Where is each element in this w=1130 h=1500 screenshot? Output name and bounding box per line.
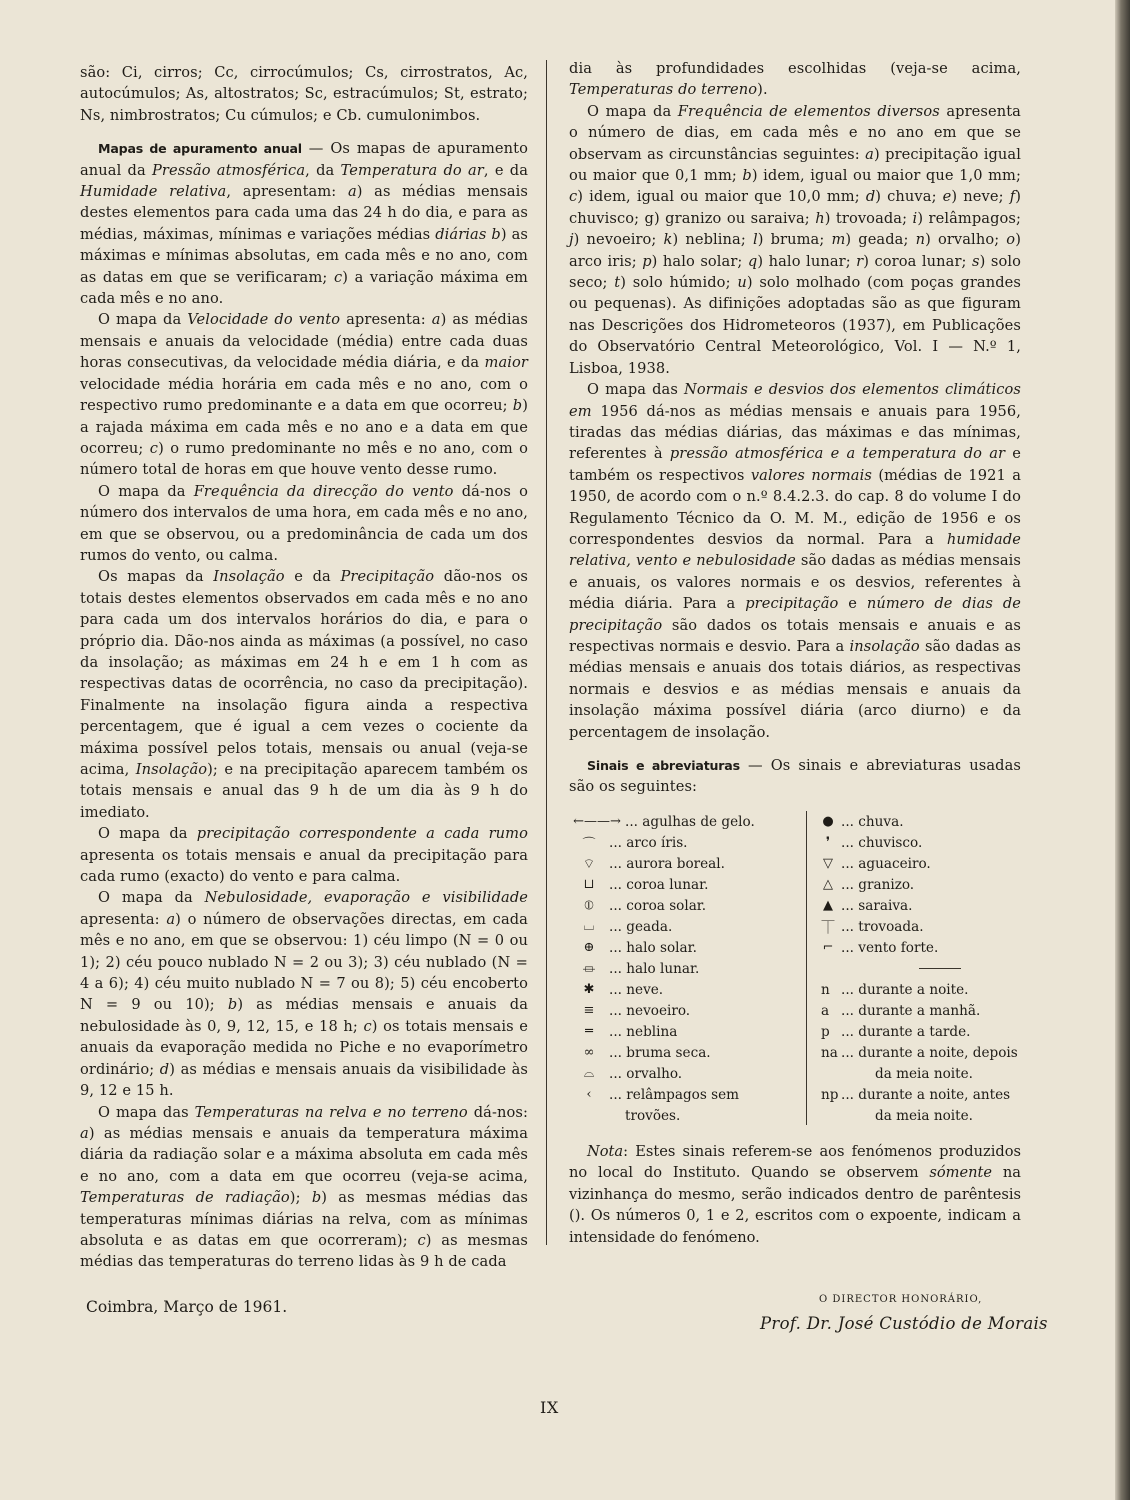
signs-legend: [569, 811, 1021, 1129]
cloudiness-paragraph: O mapa da Nebulosidade, evaporação e visibilidade apresenta: a) o número de observações directas, em cada mês e no ano, em que se observou: 1) céu limpo (N = 0 ou 1); 2) céu pouco nublado N = 2 ou 3); 3) céu nublado (N = 4 a 6); 4) céu muito nublado N = 7 ou 8); 5) céu encoberto N = 9 ou 10); b) as médias mensais e anuais da nebulosidade às 0, 9, 12, 15, e 18 h; c) os totais mensais e anuais da evaporação medida no Piche e no evaporímetro ordinário; d) as médias e mensais anuais da visibilidade às 9, 12 e 15 h.: [80, 889, 528, 1100]
legend-label: ... halo lunar.: [609, 960, 700, 977]
soil-depth-paragraph: dia às profundidades escolhidas (veja-se acima, Temperaturas do terreno).: [569, 60, 1021, 99]
legend-label: ... durante a tarde.: [841, 1023, 971, 1040]
weather-symbol-icon: ▽: [823, 856, 833, 871]
legend-label: ... durante a noite, antes: [841, 1086, 1011, 1103]
legend-label: ... arco íris.: [609, 834, 688, 851]
legend-item: [815, 979, 1025, 1000]
abbreviation: n: [821, 981, 830, 998]
legend-label: ... durante a noite, depois: [841, 1044, 1018, 1061]
note-paragraph: Nota: Estes sinais referem-se aos fenómenos produzidos no local do Instituto. Quando se observem sómente na vizinhança do mesmo, serão indicados dentro de parêntesis (). Os números 0, 1 e 2, escritos com o expoente, indicam a intensidade do fenómeno.: [569, 1143, 1021, 1246]
column-divider: [546, 60, 547, 1245]
legend-label: ... coroa lunar.: [609, 876, 709, 893]
legend-item: [815, 1084, 1025, 1105]
weather-symbol-icon: ⌴: [583, 919, 595, 934]
legend-label: ... agulhas de gelo.: [625, 813, 755, 830]
legend-label: ... aguaceiro.: [841, 855, 931, 872]
page-edge-shadow: [1115, 0, 1130, 1500]
legend-label: ... relâmpagos sem: [609, 1086, 740, 1103]
wind-speed-paragraph: O mapa da Velocidade do vento apresenta: a) as médias mensais e anuais da velocidade (média) entre cada duas horas consecutivas, da velocidade média diária, e da maior velocidade média horária em cada mês e no ano, com o respectivo rumo predominante e a data em que ocorreu; b) a rajada máxima em cada mês e no ano e a data em que ocorreu; c) o rumo predominante no mês e no ano, com o número total de horas em que houve vento desse rumo.: [80, 311, 529, 479]
weather-symbol-icon: △: [823, 877, 833, 892]
cloud-abbreviations-paragraph: são: Ci, cirros; Cc, cirrocúmulos; Cs, cirrostratos, Ac, autocúmulos; As, altostratos; Sc, estracúmulos; St, estrato; Ns, nimbrostratos; Cu cúmulos; e Cb. cumulonimbos.: [80, 64, 528, 124]
legend-label: ... granizo.: [841, 876, 915, 893]
left-column: [80, 62, 528, 1273]
annual-maps-paragraph: Mapas de apuramento anual — Os mapas de apuramento anual da Pressão atmosférica, da Temperatura do ar, e da Humidade relativa, apresentam: a) as médias mensais destes elementos para cada uma das 24 h do dia, e para as médias, máximas, mínimas e variações médias diárias b) as máximas e mínimas absolutas, em cada mês e no ano, com as datas em que se verificaram; c) a variação máxima em cada mês e no ano.: [80, 140, 528, 308]
legend-item: [569, 1021, 799, 1042]
legend-label: ... trovoada.: [841, 918, 924, 935]
legend-item: [569, 1000, 799, 1021]
legend-item: [569, 811, 799, 832]
legend-item: [815, 1042, 1025, 1063]
legend-item: [815, 1021, 1025, 1042]
legend-item: [815, 916, 1025, 937]
weather-symbol-icon: ⏛: [582, 963, 596, 978]
signs-intro-paragraph: Sinais e abreviaturas — Os sinais e abreviaturas usadas são os seguintes:: [569, 757, 1021, 796]
note-label: Nota: [587, 1143, 624, 1160]
legend-item: [569, 853, 799, 874]
weather-symbol-icon: ▲: [823, 898, 833, 913]
weather-symbol-icon: ═: [585, 1024, 593, 1039]
legend-item: [569, 1084, 799, 1105]
legend-label: ... orvalho.: [609, 1065, 683, 1082]
legend-label: ... halo solar.: [609, 939, 697, 956]
legend-label: ... bruma seca.: [609, 1044, 711, 1061]
legend-item: [569, 979, 799, 1000]
weather-symbol-icon: ⌒: [582, 837, 596, 852]
legend-label: ... geada.: [609, 918, 673, 935]
precipitation-by-direction-paragraph: O mapa da precipitação correspondente a cada rumo apresenta os totais mensais e anual da precipitação para cada rumo (exacto) do vento e para calma.: [80, 825, 528, 886]
legend-item: [815, 811, 1025, 832]
weather-symbol-icon: ✱: [583, 982, 595, 997]
legend-label: ... nevoeiro.: [609, 1002, 691, 1019]
normals-deviations-paragraph: O mapa das Normais e desvios dos elementos climáticos em 1956 dá-nos as médias mensais e anuais para 1956, tiradas das médias diárias, das máximas e das mínimas, referentes à pressão atmosférica e a temperatura do ar e também os respectivos valores normais (médias de 1921 a 1950, de acordo com o n.º 8.4.2.3. do cap. 8 do volume I do Regulamento Técnico da O. M. M., edição de 1956 e os correspondentes desvios da normal. Para a humidade relativa, vento e nebulosidade são dadas as médias mensais e anuais, os valores normais e os desvios, referentes à média diária. Para a precipitação e número de dias de precipitação são dados os totais mensais e anuais e as respectivas normais e desvio. Para a insolação são dadas as médias mensais e anuais dos totais diários, as respectivas normais e desvios e as médias mensais e anuais da insolação máxima possível diária (arco diurno) e da percentagem de insolação.: [569, 381, 1022, 741]
legend-item: [569, 874, 799, 895]
legend-item: [569, 1063, 799, 1084]
abbreviation: np: [821, 1086, 839, 1103]
weather-symbol-icon: ⌓: [583, 1066, 595, 1081]
legend-label: ... durante a noite.: [841, 981, 969, 998]
legend-signs: [815, 811, 1025, 958]
weather-symbol-icon: ⊕: [583, 940, 595, 955]
weather-symbol-icon: ‹: [586, 1087, 592, 1102]
page-number: IX: [540, 1398, 559, 1417]
legend-label: ... neblina: [609, 1023, 678, 1040]
abbreviation: p: [821, 1023, 830, 1040]
weather-symbol-icon: ❜: [825, 835, 831, 850]
legend-label: ... saraiva.: [841, 897, 913, 914]
legend-item: [569, 958, 799, 979]
signatory-name: Prof. Dr. José Custódio de Morais: [760, 1314, 1048, 1333]
legend-divider: [806, 811, 807, 1125]
legend-label: ... neve.: [609, 981, 664, 998]
right-column: [569, 58, 1021, 798]
legend-label: ... vento forte.: [841, 939, 939, 956]
legend-label-continuation: da meia noite.: [875, 1107, 973, 1124]
legend-item: [815, 937, 1025, 958]
legend-item: [569, 895, 799, 916]
weather-symbol-icon: ⊔: [583, 877, 595, 892]
legend-label: ... durante a manhã.: [841, 1002, 981, 1019]
weather-symbol-icon: ⏉: [821, 921, 835, 936]
weather-symbol-icon: ∞: [583, 1045, 595, 1060]
legend-label-continuation: da meia noite.: [875, 1065, 973, 1082]
abbreviation: na: [821, 1044, 838, 1061]
legend-label: ... coroa solar.: [609, 897, 707, 914]
wind-direction-paragraph: O mapa da Frequência da direcção do vento dá-nos o número dos intervalos de uma hora, em cada mês e no ano, em que se observou, ou a predominância de cada um dos rumos do vento, ou calma.: [80, 482, 528, 564]
legend-item: [815, 832, 1025, 853]
legend-item: [569, 1042, 799, 1063]
legend-label-continuation: trovões.: [625, 1107, 681, 1124]
legend-item: [569, 937, 799, 958]
legend-right-list: [815, 811, 1025, 1126]
legend-label: ... chuvisco.: [841, 834, 923, 851]
abbreviation: a: [821, 1002, 830, 1019]
legend-label: ... chuva.: [841, 813, 904, 830]
legend-item: [569, 832, 799, 853]
section-heading: Sinais e abreviaturas: [587, 758, 740, 773]
frequency-elements-paragraph: O mapa da Frequência de elementos diversos apresenta o número de dias, em cada mês e no ano em que se observam as circunstâncias seguintes: a) precipitação igual ou maior que 0,1 mm; b) idem, igual ou maior que 1,0 mm; c) idem, igual ou maior que 10,0 mm; d) chuva; e) neve; f) chuvisco; g) granizo ou saraiva; h) trovoada; i) relâmpagos; j) nevoeiro; k) neblina; l) bruma; m) geada; n) orvalho; o) arco iris; p) halo solar; q) halo lunar; r) coroa lunar; s) solo seco; t) solo húmido; u) solo molhado (com poças grandes ou pequenas). As difinições adoptadas são as que figuram nas Descrições dos Hidrometeoros (1937), em Publicações do Observatório Central Meteorológico, Vol. I — N.º 1, Lisboa, 1938.: [569, 102, 1021, 377]
weather-symbol-icon: ⦶: [584, 898, 594, 913]
weather-symbol-icon: ⌔: [582, 856, 596, 872]
legend-item: [815, 895, 1025, 916]
legend-item: [815, 853, 1025, 874]
legend-abbreviations: [815, 979, 1025, 1126]
legend-short-rule: [815, 958, 1025, 979]
legend-item: [815, 874, 1025, 895]
legend-left-list: [569, 811, 799, 1126]
legend-label: ... aurora boreal.: [609, 855, 725, 872]
weather-symbol-icon: ≡: [583, 1003, 595, 1018]
place-date: Coimbra, Março de 1961.: [86, 1298, 288, 1316]
legend-item: [569, 916, 799, 937]
weather-symbol-icon: ⌐: [822, 940, 834, 955]
insolation-precipitation-paragraph: Os mapas da Insolação e da Precipitação dão-nos os totais destes elementos observados em cada mês e no ano para cada um dos intervalos horários do dia, e para o próprio dia. Dão-nos ainda as máximas (a possível, no caso da insolação; as máximas em 24 h e em 1 h com as respectivas datas de ocorrência, no caso da precipitação). Finalmente na insolação figura ainda a respectiva percentagem, que é igual a cem vezes o cociente da máxima possível pelos totais, mensais ou anual (veja-se acima, Insolação); e na precipitação aparecem também os totais mensais e anual das 9 h de um dia às 9 h do imediato.: [80, 568, 528, 821]
signatory-title: O DIRECTOR HONORÁRIO,: [819, 1294, 983, 1305]
legend-item: [815, 1000, 1025, 1021]
grass-soil-temperature-paragraph: O mapa das Temperaturas na relva e no terreno dá-nos: a) as médias mensais e anuais da temperatura máxima diária da radiação solar e a máxima absoluta em cada mês e no ano, com a data em que ocorreu (veja-se acima, Temperaturas de radiação); b) as mesmas médias das temperaturas mínimas diárias na relva, com as mínimas absoluta e as datas em que ocorreram); c) as mesmas médias das temperaturas do terreno lidas às 9 h de cada: [80, 1103, 528, 1271]
section-heading: Mapas de apuramento anual: [98, 141, 302, 157]
weather-symbol-icon: ●: [822, 814, 834, 829]
weather-symbol-icon: ←——→: [573, 814, 621, 829]
